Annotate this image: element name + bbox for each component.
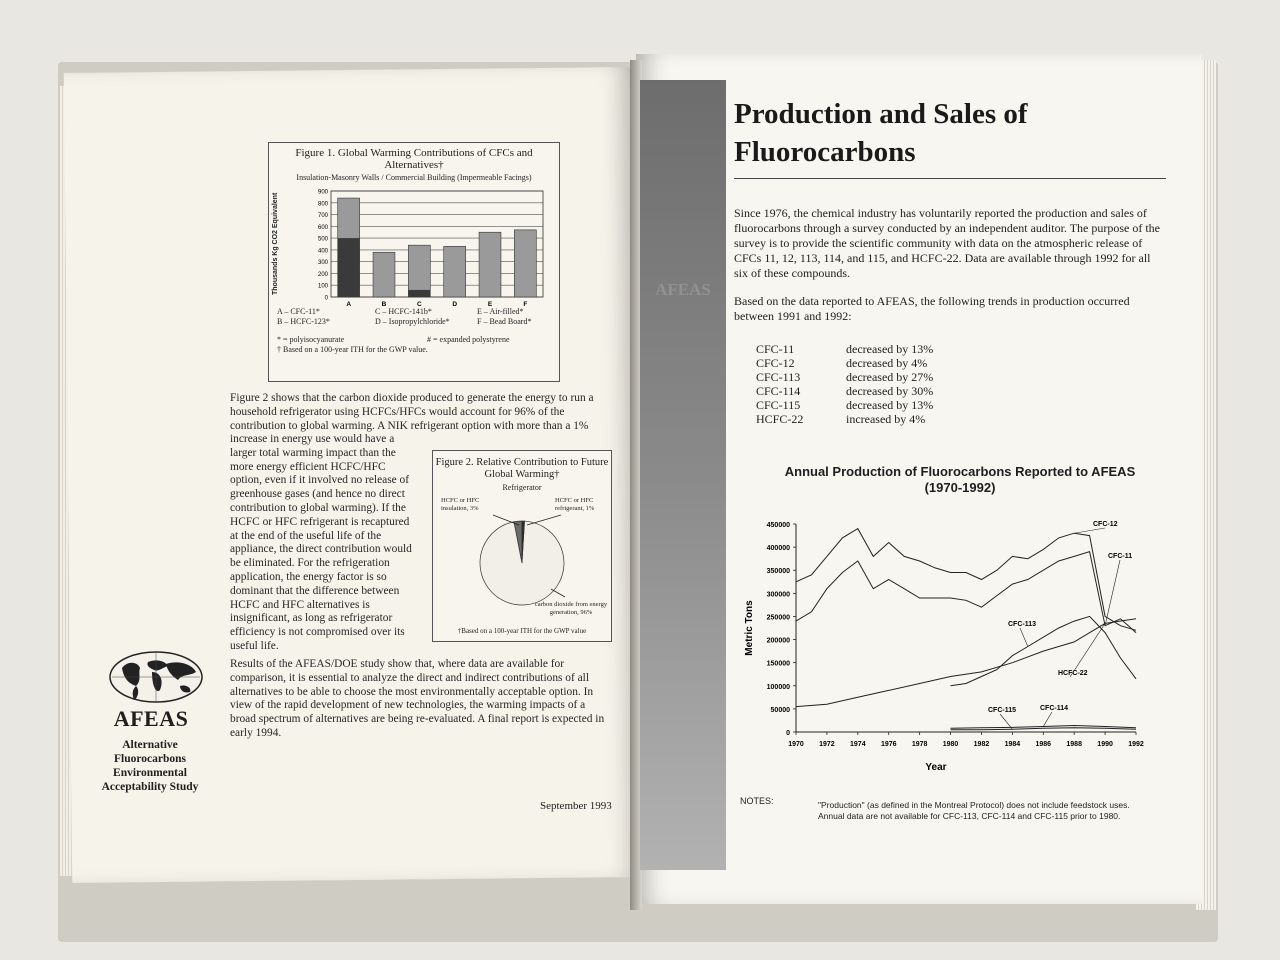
- trend-row: [756, 398, 933, 413]
- x-tick-label: 1986: [1035, 741, 1052, 748]
- series-line-hcfc-22: [796, 619, 1136, 707]
- title-rule: [734, 178, 1166, 179]
- trend-name: CFC-114: [756, 384, 801, 398]
- legend-f: F – Bead Board*: [477, 317, 532, 326]
- trends-paragraph: Based on the data reported to AFEAS, the following trends in production occurred between 1991 and 1992:: [734, 294, 1130, 323]
- paragraph-line: insignificant, as long as refrigerator: [230, 612, 393, 625]
- trend-name: CFC-115: [756, 398, 801, 412]
- y-tick-label: 700: [317, 213, 328, 220]
- series-label: CFC-11: [1108, 553, 1133, 560]
- bar-total: [514, 230, 536, 297]
- x-tick-label: A: [346, 301, 352, 308]
- y-tick-label: 350000: [766, 568, 790, 576]
- x-tick-label: 1974: [850, 741, 866, 748]
- afeas-logo-title: AFEAS: [113, 706, 189, 731]
- figure-1-ylabel: Thousands Kg CO2 Equivalent: [272, 192, 279, 295]
- y-tick-label: 800: [317, 201, 328, 208]
- trend-row: [756, 384, 933, 399]
- bar-total: [373, 252, 395, 297]
- x-tick-label: 1978: [911, 741, 928, 748]
- x-tick-label: 1972: [819, 741, 835, 748]
- footnote-polystyrene: # = expanded polystyrene: [427, 335, 510, 344]
- pie-leader-co2: [551, 589, 565, 597]
- series-label: CFC-12: [1093, 521, 1118, 528]
- series-leader: [1070, 623, 1105, 677]
- paragraph-figure-2-body: [230, 433, 426, 654]
- y-tick-label: 600: [317, 224, 328, 231]
- paragraph-line: application, the energy factor is so: [230, 570, 387, 583]
- paragraph-line: dominant that the difference between: [230, 584, 400, 597]
- y-tick-label: 300: [317, 260, 328, 267]
- figure-1-footnotes: [277, 335, 557, 355]
- line-chart-title: [760, 464, 1160, 496]
- notes-label: NOTES:: [740, 796, 774, 806]
- footnote-polyiso: * = polyisocyanurate: [277, 335, 345, 344]
- trend-change: decreased by 13%: [846, 398, 934, 412]
- bar-total: [408, 245, 430, 297]
- y-tick-label: 200: [317, 271, 328, 278]
- x-axis-label: Year: [925, 762, 947, 773]
- x-tick-label: B: [381, 301, 387, 308]
- x-tick-label: 1992: [1128, 741, 1144, 748]
- x-tick-label: D: [452, 301, 458, 308]
- y-tick-label: 50000: [770, 706, 790, 714]
- trend-name: HCFC-22: [756, 412, 804, 426]
- series-leader: [1043, 712, 1052, 726]
- x-tick-label: F: [523, 301, 528, 308]
- y-tick-label: 200000: [766, 637, 790, 645]
- trend-change: increased by 4%: [846, 412, 926, 426]
- figure-2-pie-chart: [433, 491, 611, 611]
- figure-2-label-insulation: HCFC or HFC insulation, 3%: [441, 497, 480, 512]
- paragraph-line: HCFC and HFC alternatives is: [230, 598, 370, 611]
- y-axis-label: Metric Tons: [744, 600, 755, 656]
- y-tick-label: 400: [317, 248, 328, 255]
- trend-change: decreased by 30%: [846, 384, 934, 398]
- y-tick-label: 100000: [766, 683, 790, 691]
- y-tick-label: 400000: [766, 545, 790, 553]
- page-title: Production and Sales of Fluorocarbons: [734, 98, 1028, 168]
- figure-2: [432, 450, 612, 642]
- trend-change: decreased by 13%: [846, 342, 934, 356]
- paragraph-line: increase in energy use would have a: [230, 433, 395, 445]
- y-tick-label: 500: [317, 236, 328, 243]
- legend-b: B – HCFC-123*: [277, 317, 330, 326]
- x-tick-label: 1990: [1097, 741, 1113, 748]
- figure-2-title: Figure 2. Relative Contribution to Future Global Warming†: [435, 457, 609, 480]
- series-label: HCFC-22: [1058, 670, 1088, 677]
- x-tick-label: C: [416, 301, 422, 308]
- x-tick-label: 1976: [880, 741, 897, 748]
- x-tick-label: 1970: [788, 741, 804, 748]
- paragraph-line: contribution to global warming). If the: [230, 501, 406, 514]
- trend-change: decreased by 27%: [846, 370, 934, 384]
- legend-d: D – Isopropylchloride*: [375, 317, 450, 326]
- figure-1-title: Figure 1. Global Warming Contributions of CFCs and Alternatives†: [295, 147, 533, 171]
- y-tick-label: 100: [317, 283, 328, 290]
- bar-direct: [408, 290, 430, 297]
- paragraph-line: at the end of the useful life of the: [230, 529, 382, 542]
- figure-2-label-refrigerant: HCFC or HFC refrigerant, 1%: [555, 497, 595, 512]
- paragraph-line: appliance, the direct contribution would: [230, 543, 412, 556]
- production-line-chart: [738, 512, 1158, 774]
- y-tick-label: 300000: [766, 591, 790, 599]
- series-label: CFC-115: [988, 707, 1017, 714]
- figure-1-legend: [277, 307, 557, 327]
- paragraph-line: be eliminated. For the refrigeration: [230, 557, 390, 570]
- paragraph-results: Results of the AFEAS/DOE study show that, where data are available for comparison, it is essential to analyze the direct and indirect contributions of all alternatives to be able to choose the most environmentally acceptable option. In view of the rapid development of new technologies, the warming impacts of a broad spectrum of alternatives are being re-evaluated. A final report is expected in early 1994.: [230, 658, 605, 739]
- globe-logo-icon: [108, 650, 204, 704]
- series-leader: [1105, 560, 1120, 626]
- bar-total: [479, 232, 501, 297]
- trend-row: [756, 370, 933, 385]
- y-tick-label: 450000: [766, 522, 790, 529]
- x-tick-label: E: [487, 301, 493, 308]
- line-chart-title-text: Annual Production of Fluorocarbons Reported to AFEAS: [784, 464, 1136, 479]
- gray-side-bar: [640, 80, 726, 870]
- figure-2-footnote: †Based on a 100-year ITH for the GWP value: [457, 627, 587, 635]
- figure-1-subtitle: Insulation-Masonry Walls / Commercial Building (Impermeable Facings): [296, 173, 532, 182]
- series-leader: [1020, 628, 1028, 646]
- y-tick-label: 150000: [766, 660, 790, 668]
- trend-change: decreased by 4%: [846, 356, 928, 370]
- legend-c: C – HCFC-141b*: [375, 307, 432, 316]
- trend-name: CFC-11: [756, 342, 795, 356]
- pie-leader-insulation: [493, 515, 519, 525]
- paragraph-figure-2-intro: Figure 2 shows that the carbon dioxide produced to generate the energy to run a household refrigerator using HCFCs/HFCs would account for 96% of the contribution to global warming. A NIK refrigerant option with more than a 1%: [230, 392, 594, 432]
- pie-leader-refrigerant: [527, 515, 561, 525]
- paragraph-line: greenhouse gases (and hence no direct: [230, 488, 405, 501]
- trend-name: CFC-12: [756, 356, 795, 370]
- notes-text: "Production" (as defined in the Montreal Protocol) does not include feedstock uses. Annual data are not available for CFC-113, CFC-114 and CFC-115 prior to 1980.: [818, 800, 1130, 821]
- plot-frame: [331, 191, 543, 297]
- bar-direct: [338, 238, 360, 297]
- x-tick-label: 1988: [1066, 741, 1082, 748]
- side-bar-afeas-watermark: AFEAS: [655, 280, 711, 299]
- x-tick-label: 1984: [1004, 741, 1021, 748]
- x-tick-label: 1982: [973, 741, 990, 748]
- paragraph-line: option, even if it involved no release of: [230, 474, 410, 487]
- paragraph-line: efficiency is not compromised over its: [230, 626, 405, 639]
- paragraph-line: more energy efficient HCFC/HFC: [230, 460, 386, 473]
- paragraph-line: HCFC or HFC refrigerant is recaptured: [230, 515, 410, 528]
- figure-1: [268, 142, 560, 382]
- figure-2-label-co2: carbon dioxide from energy generation, 96%: [534, 601, 608, 616]
- y-tick-label: 0: [786, 730, 790, 737]
- intro-paragraph: Since 1976, the chemical industry has voluntarily reported the production and sales of fluorocarbons through a survey conducted by an independent auditor. The purpose of the survey is to provide the scientific community with data on the atmospheric release of CFCs 11, 12, 113, 114, and 115, and HCFC-22. Data are available through 1992 for all six of these compounds.: [734, 206, 1160, 280]
- x-tick-label: 1980: [942, 741, 959, 748]
- bar-total: [444, 246, 466, 297]
- series-label: CFC-114: [1040, 705, 1069, 712]
- series-label: CFC-113: [1008, 621, 1037, 628]
- legend-e: E – Air-filled*: [477, 307, 524, 316]
- line-chart-subtitle: (1970-1992): [924, 480, 996, 495]
- trend-row: [756, 356, 927, 371]
- trend-name: CFC-113: [756, 370, 801, 384]
- legend-a: A – CFC-11*: [277, 307, 320, 316]
- y-tick-label: 250000: [766, 614, 790, 622]
- series-leader: [1074, 528, 1105, 533]
- footnote-gwp: † Based on a 100-year ITH for the GWP value.: [277, 345, 428, 354]
- y-tick-label: 0: [324, 295, 328, 302]
- trend-row: [756, 342, 933, 357]
- paragraph-line: useful life.: [230, 639, 279, 652]
- trend-row: [756, 412, 925, 427]
- figure-2-subtitle: Refrigerator: [502, 483, 542, 492]
- series-line-cfc-11: [796, 552, 1136, 633]
- afeas-logo-subtitle: Alternative Fluorocarbons Environmental Acceptability Study: [101, 739, 199, 793]
- series-line-cfc-12: [796, 529, 1136, 631]
- y-tick-label: 900: [317, 189, 328, 196]
- paragraph-line: larger total warming impact than the: [230, 446, 396, 459]
- page-date: September 1993: [540, 800, 612, 812]
